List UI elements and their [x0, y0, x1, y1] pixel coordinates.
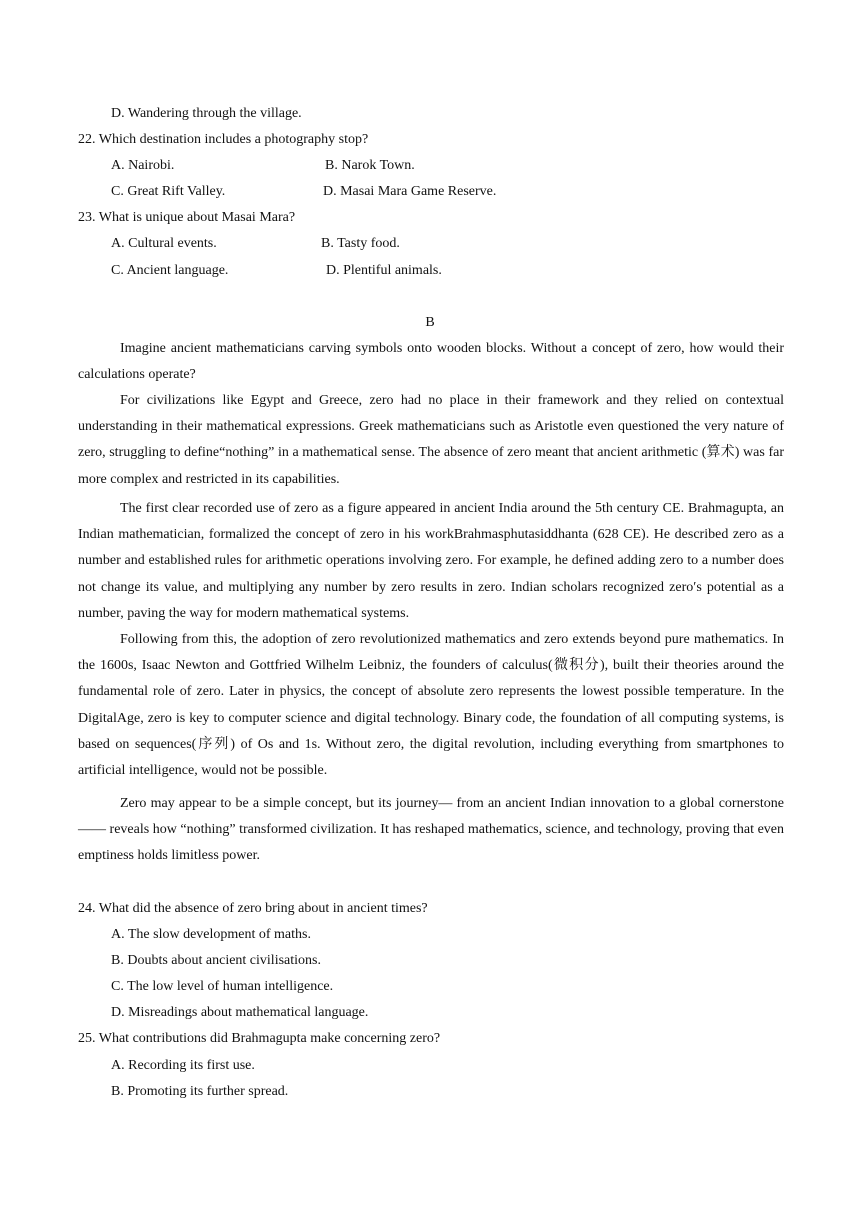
q22-option-b: B. Narok Town. [325, 158, 415, 173]
q23-option-a: A. Cultural events. [111, 236, 217, 251]
q22-stem: 22. Which destination includes a photography stop? [78, 132, 369, 147]
passage-paragraph-4: Following from this, the adoption of zero revolutionized mathematics and zero extends beyond pure mathematics. In the 1600s, Isaac Newton and Gottfried Wilhelm Leibniz, the founders of calculus(微积分), built their theories around the fundamental role of zero. Later in physics, the concept of absolute zero represents the lowest possible temperature. In the DigitalAge, zero is key to computer science and digital technology. Binary code, the foundation of all computing systems, is based on sequences(序列) of Os and 1s. Without zero, the digital revolution, including everything from smartphones to artificial intelligence, would not be possible. [78, 632, 784, 779]
q25-option-a: A. Recording its first use. [111, 1058, 255, 1073]
q23-option-c: C. Ancient language. [111, 263, 229, 278]
q23-option-d: D. Plentiful animals. [326, 263, 442, 278]
q24-stem: 24. What did the absence of zero bring about in ancient times? [78, 901, 428, 916]
q24-option-c: C. The low level of human intelligence. [111, 979, 334, 994]
q22-option-a: A. Nairobi. [111, 158, 175, 173]
q24-option-b: B. Doubts about ancient civilisations. [111, 953, 321, 968]
q25-option-b: B. Promoting its further spread. [111, 1084, 289, 1099]
q25-stem: 25. What contributions did Brahmagupta make concerning zero? [78, 1031, 441, 1046]
passage-paragraph-5: Zero may appear to be a simple concept, but its journey— from an ancient Indian innovation to a global cornerstone—— reveals how “nothing” transformed civilization. It has reshaped mathematics, science, and technology, proving that even emptiness holds limitless power. [78, 796, 784, 864]
q23-stem: 23. What is unique about Masai Mara? [78, 210, 296, 225]
passage-title: B [425, 315, 435, 330]
passage-paragraph-3: The first clear recorded use of zero as a figure appeared in ancient India around the 5th century CE. Brahmagupta, an Indian mathematician, formalized the concept of zero in his workBrahmasphutasiddhanta (628 CE). He described zero as a number and established rules for arithmetic operations involving zero. For example, he defined adding zero to a number does not change its value, and multiplying any number by zero results in zero. Indian scholars recognized zero′s potential as a number, paving the way for modern mathematical systems. [78, 501, 784, 621]
q21-option-d: D. Wandering through the village. [111, 106, 302, 121]
q23-option-b: B. Tasty food. [321, 236, 400, 251]
q22-option-c: C. Great Rift Valley. [111, 184, 226, 199]
passage-paragraph-1: Imagine ancient mathematicians carving symbols onto wooden blocks. Without a concept of zero, how would their calculations operate? [78, 341, 784, 383]
q24-option-d: D. Misreadings about mathematical language. [111, 1005, 369, 1020]
passage-paragraph-2: For civilizations like Egypt and Greece, zero had no place in their framework and they relied on contextual understanding in their mathematical expressions. Greek mathematicians such as Aristotle even questioned the very nature of zero, struggling to define“nothing” in a mathematical sense. The absence of zero meant that ancient arithmetic (算术) was far more complex and restricted in its capabilities. [78, 393, 784, 487]
q22-option-d: D. Masai Mara Game Reserve. [323, 184, 497, 199]
q24-option-a: A. The slow development of maths. [111, 927, 311, 942]
